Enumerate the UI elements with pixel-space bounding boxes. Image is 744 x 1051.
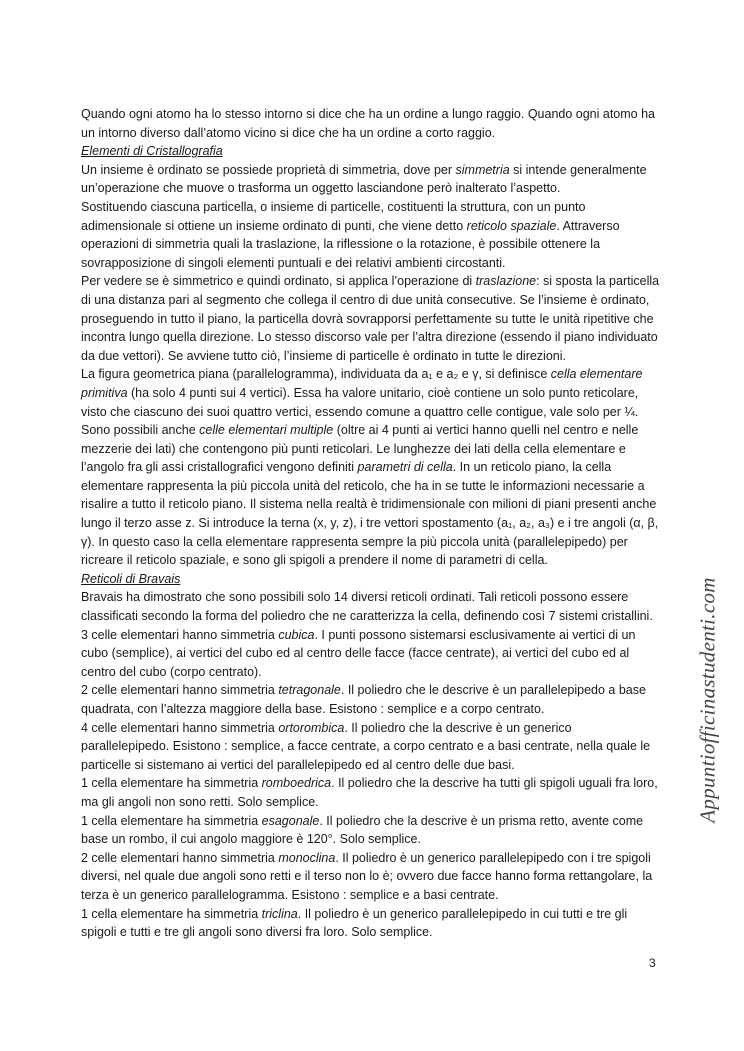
body-paragraph <box>81 905 661 942</box>
body-paragraph <box>81 812 661 849</box>
text-run: Reticoli di Bravais <box>81 571 181 586</box>
document-body <box>81 105 661 942</box>
text-run: 4 celle elementari hanno simmetria <box>81 720 279 735</box>
text-run: . Il poliedro che la descrive è un generico parallelepipedo. Esistono : semplice, a facce centrate, a corpo centrato e a basi centrate, nella quale le particelle si sistemano ai vertici del parallelepipedo ed al centro delle due basi. <box>81 720 651 772</box>
body-paragraph <box>81 272 661 365</box>
body-paragraph <box>81 365 661 421</box>
text-run: (ha solo 4 punti sui 4 vertici). Essa ha valore unitario, cioè contiene un solo punto reticolare, visto che ciascuno dei suoi quattro vertici, essendo comune a quattro celle contigue, vale solo per ¼. <box>81 385 639 419</box>
text-run: 2 celle elementari hanno simmetria <box>81 683 279 698</box>
text-run: . Il poliedro è un generico parallelepipedo con i tre spigoli diversi, nel quale due angoli sono retti e il terso non lo è; ovvero due facce hanno forma rettangolare, la terza è un generico parallelogramma. Esistono : semplice e a basi centrate. <box>81 850 653 902</box>
text-run: Elementi di Cristallografia <box>81 144 223 159</box>
body-paragraph <box>81 719 661 775</box>
text-run: si intende generalmente un’operazione che muove o trasforma un oggetto lasciandone però inalterato l’aspetto. <box>81 162 647 196</box>
text-run: (oltre ai 4 punti ai vertici hanno quelli nel centro e nelle mezzerie dei lati) che contengono più punti reticolari. Le lunghezze dei lati della cella elementare e l’angolo fra gli assi cristallografici vengono definiti <box>81 423 639 475</box>
body-paragraph <box>81 421 661 570</box>
text-run: Sostituendo ciascuna particella, o insieme di particelle, costituenti la struttura, con un punto adimensionale si ottiene un insieme ordinato di punti, che viene detto <box>81 199 586 233</box>
section-heading <box>81 142 661 161</box>
italic-term: cubica <box>278 627 315 642</box>
text-run: . Il poliedro è un generico parallelepipedo in cui tutti e tre gli spigoli e tutti e tre gli angoli sono diversi fra loro. Solo semplice. <box>81 906 628 940</box>
body-paragraph <box>81 774 661 811</box>
text-run: Bravais ha dimostrato che sono possibili solo 14 diversi reticoli ordinati. Tali reticoli possono essere classificati secondo la forma del poliedro che ne caratterizza la cella, definendo così 7 sistemi cristallini. <box>81 590 653 624</box>
text-run: 2 celle elementari hanno simmetria <box>81 850 279 865</box>
italic-term: parametri di cella <box>357 460 453 475</box>
text-run: . In un reticolo piano, la cella elementare rappresenta la più piccola unità del reticolo, che ha in se tutte le informazioni necessarie a risalire a tutto il reticolo piano. Il sistema nella realtà è tridimensionale con milioni di piani presenti anche lungo il terzo asse z. Si introduce la terna (x, y, z), i tre vettori spostamento (a₁, a₂, a₃) e i tre angoli (α, β, γ). In questo caso la cella elementare rappresenta sempre la più piccola unità (parallelepipedo) per ricreare il reticolo spaziale, e sono gli spigoli a prendere il nome di parametri di cella. <box>81 460 659 568</box>
text-run: 1 cella elementare ha simmetria <box>81 776 262 791</box>
text-run: La figura geometrica piana (parallelogramma), individuata da a₁ e a₂ e γ, si definisce <box>81 367 551 382</box>
body-paragraph <box>81 849 661 905</box>
text-run: . Il poliedro che le descrive è un parallelepipedo a base quadrata, con l’altezza maggiore della base. Esistono : semplice e a corpo centrato. <box>81 683 646 716</box>
text-run: . I punti possono sistemarsi esclusivamente ai vertici di un cubo (semplice), ai vertici del cubo ed al centro delle facce (facce centrate), ai vertici del cubo ed al centro del cubo (corpo centrato). <box>81 627 636 679</box>
text-run: 1 cella elementare ha simmetria <box>81 813 262 828</box>
italic-term: monoclina <box>278 850 336 865</box>
text-run: Un insieme è ordinato se possiede proprietà di simmetria, dove per <box>81 162 456 177</box>
text-run: Per vedere se è simmetrico e quindi ordinato, si applica l’operazione di <box>81 274 476 289</box>
italic-term: simmetria <box>455 162 510 177</box>
italic-term: tetragonale <box>278 683 341 698</box>
body-paragraph <box>81 198 661 272</box>
text-run: . Il poliedro che la descrive ha tutti gli spigoli uguali fra loro, ma gli angoli non sono retti. Solo semplice. <box>81 776 658 809</box>
italic-term: ortorombica <box>278 720 345 735</box>
italic-term: reticolo spaziale <box>466 218 557 233</box>
body-paragraph <box>81 588 661 625</box>
body-paragraph <box>81 105 661 142</box>
page-number: 3 <box>649 956 656 970</box>
text-run: 1 cella elementare ha simmetria <box>81 906 262 921</box>
italic-term: romboedrica <box>261 776 332 791</box>
watermark-text: Appuntiofficinastudenti.com <box>695 577 720 823</box>
italic-term: triclina <box>261 906 298 921</box>
italic-term: cella elementare primitiva <box>81 367 643 400</box>
text-run: : si sposta la particella di una distanza pari al segmento che collega il centro di due unità consecutive. Se l’insieme è ordinato, proseguendo in tutto il piano, la particella dovrà sovrapporsi perfettamente su tutte le unità ripetitive che incontra lungo quella direzione. Lo stesso discorso vale per l’altra direzione (essendo il piano individuato da due vettori). Se avviene tutto ciò, l’insieme di particelle è ordinato in tutte le direzioni. <box>81 274 660 363</box>
body-paragraph <box>81 626 661 682</box>
italic-term: celle elementari multiple <box>199 423 334 438</box>
text-run: . Il poliedro che la descrive è un prisma retto, avente come base un rombo, il cui angolo maggiore è 120°. Solo semplice. <box>81 813 644 847</box>
text-run: Sono possibili anche <box>81 423 200 438</box>
section-heading <box>81 570 661 589</box>
text-run: . Attraverso operazioni di simmetria quali la traslazione, la riflessione o la rotazione, è possibile ottenere la sovrapposizione di singoli elementi puntuali e dei relativi ambienti circostanti. <box>81 218 620 270</box>
body-paragraph <box>81 161 661 198</box>
body-paragraph <box>81 681 661 718</box>
text-run: 3 celle elementari hanno simmetria <box>81 627 279 642</box>
text-run: Quando ogni atomo ha lo stesso intorno si dice che ha un ordine a lungo raggio. Quando ogni atomo ha un intorno diverso dall’atomo vicino si dice che ha un ordine a corto raggio. <box>81 107 656 140</box>
italic-term: esagonale <box>261 813 320 828</box>
italic-term: traslazione <box>475 274 537 289</box>
